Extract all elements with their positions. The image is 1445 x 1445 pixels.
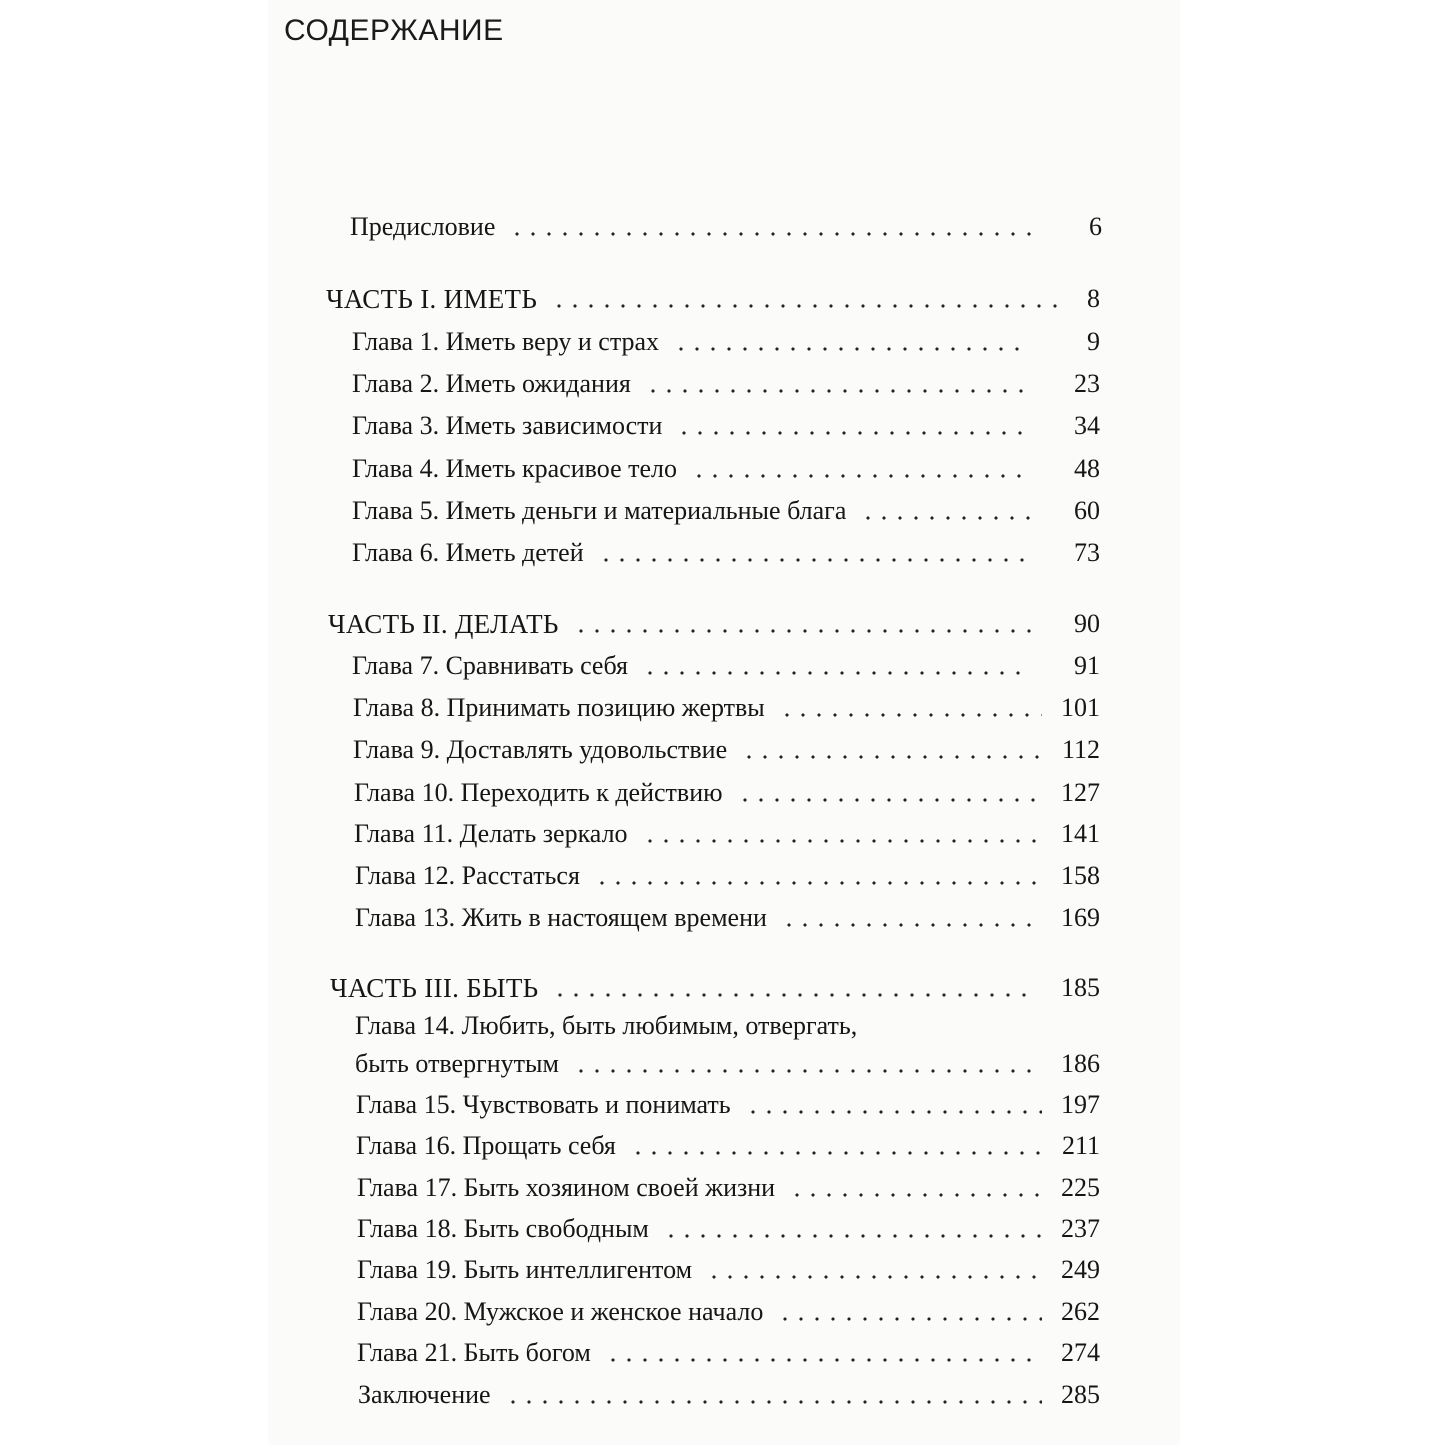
toc-page-number: 34 [1074, 411, 1100, 440]
toc-entry-chapter-5 [352, 490, 1100, 526]
toc-entry-label: Глава 2. Иметь ожидания [352, 369, 631, 398]
toc-entry-label: Глава 12. Расстаться [355, 861, 580, 890]
toc-page-number: 274 [1061, 1338, 1100, 1367]
toc-page-number: 73 [1074, 538, 1100, 567]
toc-entry-chapter-14 [355, 1009, 1100, 1079]
dot-leader [661, 1233, 1042, 1239]
toc-entry-chapter-10 [354, 772, 1100, 808]
toc-entry-label: Глава 5. Иметь деньги и материальные блага [352, 496, 847, 525]
toc-entry-chapter-11 [354, 813, 1100, 849]
toc-page-number: 23 [1074, 369, 1100, 398]
dot-leader [735, 797, 1042, 803]
toc-entry-label: Глава 19. Быть интеллигентом [357, 1255, 693, 1284]
toc-entry-label: Предисловие [350, 212, 496, 241]
dot-leader [689, 473, 1030, 479]
dot-leader [779, 922, 1042, 928]
dot-leader [674, 430, 1030, 436]
toc-entry-chapter-8 [353, 687, 1100, 723]
toc-page-number: 237 [1061, 1214, 1100, 1243]
toc-entry-label: Глава 4. Иметь красивое тело [352, 454, 678, 483]
toc-entry-label: Глава 9. Доставлять удовольствие [353, 735, 728, 764]
dot-leader [777, 712, 1042, 718]
toc-entry-chapter-2 [352, 363, 1100, 399]
toc-entry-label: Глава 17. Быть хозяином своей жизни [357, 1173, 776, 1202]
toc-entry-label: Глава 6. Иметь детей [352, 538, 584, 567]
toc-entry-label: Глава 7. Сравнивать себя [352, 651, 629, 680]
toc-entry-label: Глава 18. Быть свободным [357, 1214, 649, 1243]
toc-page-number: 141 [1061, 819, 1100, 848]
toc-entry-label: Глава 3. Иметь зависимости [352, 411, 663, 440]
toc-entry-label: Глава 13. Жить в настоящем времени [355, 903, 767, 932]
toc-entry-label: Глава 10. Переходить к действию [354, 778, 723, 807]
toc-entry-continuation [355, 1043, 1100, 1079]
toc-entry-label: Глава 8. Принимать позицию жертвы [353, 693, 765, 722]
toc-entry-label: Глава 16. Прощать себя [356, 1131, 616, 1160]
dot-leader [549, 303, 1058, 309]
dot-leader [596, 557, 1030, 563]
toc-entry-label: Глава 15. Чувствовать и понимать [356, 1090, 731, 1119]
dot-leader [640, 670, 1030, 676]
toc-entry-label: Глава 20. Мужское и женское начало [357, 1297, 764, 1326]
toc-entry-label: ЧАСТЬ III. БЫТЬ [330, 973, 539, 1003]
toc-page-number: 186 [1061, 1049, 1100, 1078]
toc-entry-chapter-3 [352, 405, 1100, 441]
toc-page-number: 249 [1061, 1255, 1100, 1284]
toc-entry-label: Заключение [358, 1380, 491, 1409]
toc-entry-label: Глава 14. Любить, быть любимым, отвергать, [355, 1011, 858, 1040]
toc-part-3 [330, 967, 1100, 1003]
toc-page-number: 6 [1089, 212, 1102, 241]
dot-leader [592, 880, 1042, 886]
toc-page-number: 48 [1074, 454, 1100, 483]
toc-page-number: 127 [1061, 778, 1100, 807]
dot-leader [571, 1068, 1042, 1074]
toc-entry-label: Глава 11. Делать зеркало [354, 819, 628, 848]
toc-entry-chapter-16 [356, 1125, 1100, 1161]
toc-entry-label: ЧАСТЬ I. ИМЕТЬ [326, 284, 538, 314]
toc-entry-chapter-4 [352, 448, 1100, 484]
toc-entry-chapter-18 [357, 1208, 1100, 1244]
dot-leader [787, 1192, 1042, 1198]
toc-page-number: 90 [1074, 609, 1100, 638]
toc-entry-chapter-9 [353, 729, 1100, 765]
toc-page-number: 169 [1061, 903, 1100, 932]
dot-leader [704, 1274, 1042, 1280]
toc-entry-label: Глава 21. Быть богом [357, 1338, 591, 1367]
dot-leader [743, 1109, 1042, 1115]
toc-page-number: 225 [1061, 1173, 1100, 1202]
dot-leader [507, 231, 1032, 237]
toc-page-number: 112 [1061, 735, 1100, 764]
toc-page-number: 185 [1061, 973, 1100, 1002]
toc-part-2 [328, 603, 1100, 639]
toc-page-number: 197 [1061, 1090, 1100, 1119]
toc-part-1 [326, 278, 1100, 314]
toc-entry-chapter-13 [355, 897, 1100, 933]
dot-leader [503, 1399, 1042, 1405]
toc-page-number: 158 [1061, 861, 1100, 890]
dot-leader [775, 1316, 1042, 1322]
dot-leader [628, 1150, 1042, 1156]
toc-page-number: 8 [1087, 284, 1100, 313]
toc-entry-chapter-6 [352, 532, 1100, 568]
dot-leader [643, 388, 1030, 394]
toc-entry-chapter-1 [352, 321, 1100, 357]
toc-page-number: 91 [1074, 651, 1100, 680]
dot-leader [571, 628, 1040, 634]
dot-leader [858, 515, 1030, 521]
toc-entry-chapter-12 [355, 855, 1100, 891]
dot-leader [640, 838, 1042, 844]
dot-leader [671, 346, 1030, 352]
toc-entry-preface [350, 206, 1102, 242]
toc-page-number: 211 [1061, 1131, 1100, 1160]
toc-entry-label-continuation: быть отвергнутым [355, 1049, 559, 1078]
toc-entry-chapter-7 [352, 645, 1100, 681]
toc-entry-chapter-19 [357, 1249, 1100, 1285]
toc-entry-label: Глава 1. Иметь веру и страх [352, 327, 660, 356]
toc-page-number: 285 [1061, 1380, 1100, 1409]
dot-leader [739, 754, 1042, 760]
toc-page-number: 60 [1074, 496, 1100, 525]
dot-leader [603, 1357, 1042, 1363]
toc-page-number: 262 [1061, 1297, 1100, 1326]
toc-entry-chapter-17 [357, 1167, 1100, 1203]
toc-entry-chapter-21 [357, 1332, 1100, 1368]
toc-entry-label: ЧАСТЬ II. ДЕЛАТЬ [328, 609, 559, 639]
toc-entry-chapter-20 [357, 1291, 1100, 1327]
toc-entry-conclusion [358, 1374, 1100, 1410]
toc-page-number: 9 [1087, 327, 1100, 356]
page-title: СОДЕРЖАНИЕ [284, 14, 504, 47]
toc-page-number: 101 [1061, 693, 1100, 722]
dot-leader [550, 992, 1036, 998]
toc-entry-chapter-15 [356, 1084, 1100, 1120]
